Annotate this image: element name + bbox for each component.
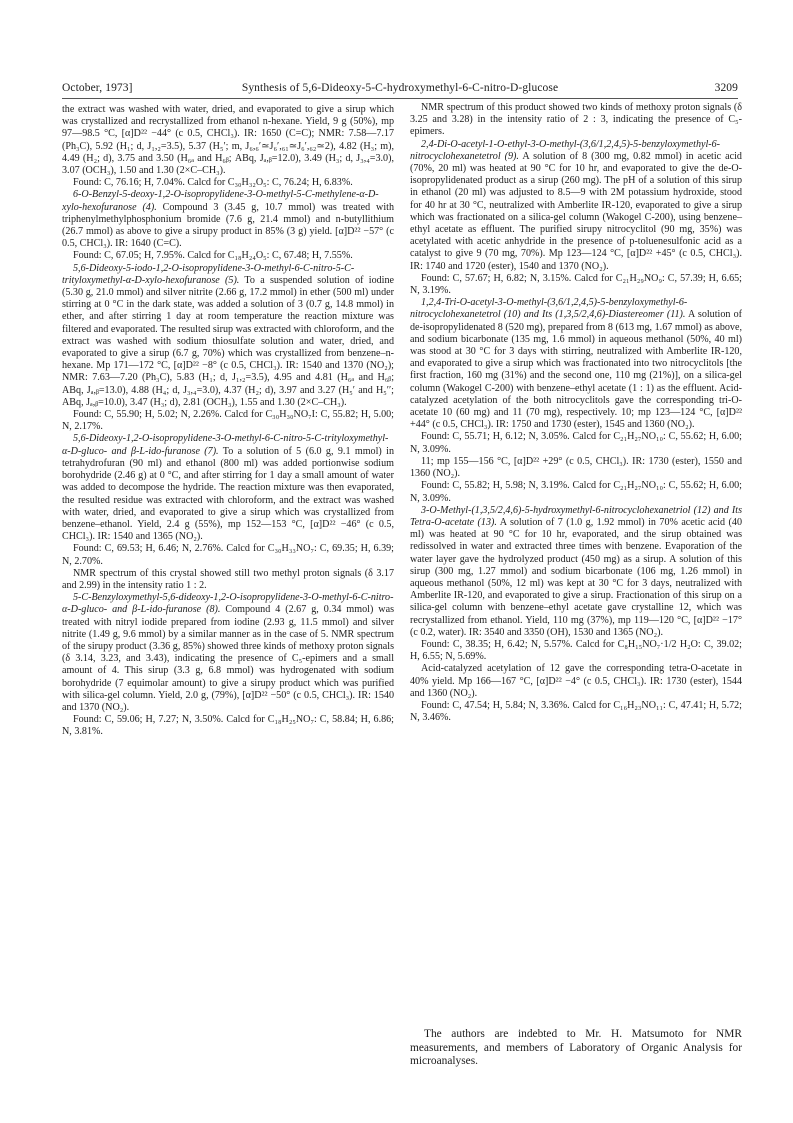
compound-paragraph [410,139,742,273]
body-paragraph: NMR spectrum of this product showed two kinds of methoxy proton signals (δ 3.25 and 3.28) in the intensity ratio of 2 : 3, indicating the presence of C₅-epimers. [410,102,742,138]
journal-date: October, 1973] [62,82,133,94]
body-paragraph: Found: C, 57.67; H, 6.82; N, 3.15%. Calcd for C₂₁H₂₉NO₉: C, 57.39; H, 6.65; N, 3.19%. [410,272,742,297]
compound-heading: 5-C-Benzyloxymethyl-5,6-dideoxy-1,2-O-isopropylidene-3-O-methyl-6-C-nitro-α-D-gluco- and β-L-ido-furanose (8). [62,592,394,616]
body-paragraph: Found: C, 55.82; H, 5.98; N, 3.19%. Calcd for C₂₁H₂₇NO₁₀: C, 55.62; H, 6.00; N, 3.09%. [410,480,742,504]
compound-paragraph [410,505,742,639]
body-paragraph: NMR spectrum of this crystal showed still two methyl proton signals (δ 3.17 and 2.99) in the intensity ratio 1 : 2. [62,567,394,591]
compound-heading: 6-O-Benzyl-5-deoxy-1,2-O-isopropylidene-3-O-methyl-5-C-methylene-α-D-xylo-hexofuranose (4). [62,189,379,213]
compound-paragraph [62,263,394,409]
header-rule [62,98,738,99]
paragraph-text: Compound 4 (2.67 g, 0.34 mmol) was treated with nitryl iodide prepared from iodine (2.93 g, 11.5 mmol) and silver nitrite (1.49 g, 9.6 mmol) by a similar manner as in the case of 5. NMR spectrum of the sirupy product (3.36 g, 85%) showed three kinds of methoxy proton signals (δ 3.14, 3.23, and 3.43), indicating the presence of C₅-epimers and a small amount of 4. This sirup (3.3 g, 6.8 mmol) was hydrogenated with sodium borohydride (7 equimolar amount) to give a sirupy product which was purified with silica-gel column. Yield, 2.0 g, (79%), [α]D²² −50° (c 0.5, CHCl₃). IR: 1540 and 1370 (NO₂). [62,604,394,713]
acknowledgement-text: The authors are indebted to Mr. H. Matsumoto for NMR measurements, and members of Laboratory of Organic Analysis for microanalyses. [410,1028,742,1068]
body-paragraph: Found: C, 69.53; H, 6.46; N, 2.76%. Calcd for C₃₀H₃₃NO₇: C, 69.35; H, 6.39; N, 2.70%. [62,543,394,567]
paragraph-text: A solution of 7 (1.0 g, 1.92 mmol) in 70% acetic acid (40 ml) was heated at 90 °C for 10 hr, evaporated, and the sirup obtained was redissolved in water and extracted three times with benzene. Evaporation of the water layer gave the hydrolyzed product (450 mg) as a sirup. A solution of this sirup (300 mg, 1.27 mmol) and sodium bicarbonate (106 mg, 1.26 mmol) in aqueous methanol (50%, 12 ml) was kept at 30 °C for 3 days, neutralized with Amberlite IR-120, and evaporated to give a sirup. Fractionation of this sirup on a silica-gel column with benzene–ethyl acetate gave crystalline 12, which was recrystallized from ethanol. Yield, 110 mg (37%), mp 119—120 °C, [α]D²² −17° (c 0.2, water). IR: 3540 and 3350 (OH), 1530 and 1365 (NO₂). [410,516,742,638]
body-paragraph: Acid-catalyzed acetylation of 12 gave the corresponding tetra-O-acetate in 40% yield. Mp 166—167 °C, [α]D²² −4° (c 0.5, CHCl₃). IR: 1730 (ester), 1544 and 1360 (NO₂). [410,663,742,699]
compound-paragraph [410,297,742,431]
compound-paragraph [62,592,394,714]
compound-heading: 1,2,4-Tri-O-acetyl-3-O-methyl-(3,6/1,2,4,5)-5-benzyloxymethyl-6-nitrocyclohexanetetrol (10) and Its (1,3,5/2,4,6)-Diastereomer (11). [410,297,688,321]
body-paragraph: the extract was washed with water, dried, and evaporated to give a sirup which was crystallized and recrystallized from ethanol n-hexane. Yield, 9 g (50%), mp 97—98.5 °C, [α]D²² −44° (c 0.5, CHCl₃). IR: 1650 (C=C); NMR: 7.58—7.17 (Ph₃C), 5.92 (H₁; d, J₁,₂=3.5), 5.37 (H₅′; m, J₆,₆′≃J₆′,₆₁≃J₆′,₆₂≃2), 4.82 (H₃; m), 4.49 (H₂; d), 3.75 and 3.50 (H₆ₐ and H₆ᵦ; ABq, Jₐ,ᵦ=12.0), 3.49 (H₃; d, J₃,₄=3.0), 3.07 (OCH₃), 1.50 and 1.30 (2×C–CH₃). [62,104,394,177]
paragraph-text: To a solution of 5 (6.0 g, 9.1 mmol) in tetrahydrofuran (90 ml) and ethanol (800 ml) was added portionwise sodium borohydride (2.46 g) at 0 °C, and after stirring for 1 day a small amount of water was added to decompose the hydride. The reaction mixture was then evaporated, the resulted residue was extracted with chloroform, and the extract was washed with water, dried, and evaporated to give a sirup which was crystallized from benzene–ethanol. Yield, 2.4 g (55%), mp 152—153 °C, [α]D²² −46° (c 0.5, CHCl₃). IR: 1540 and 1365 (NO₂). [62,445,394,543]
acknowledgement [410,1028,742,1069]
paragraph-text: Compound 3 (3.45 g, 10.7 mmol) was treated with triphenylmethylphosphonium bromide (7.6 g, 21.4 mmol) and n-butyllithium (26.7 mmol) as above to give a sirupy product in 85% (3 g) yield. [α]D²² −57° (c 0.5, CHCl₃). IR: 1640 (C=C). [62,201,394,250]
body-paragraph: Found: C, 76.16; H, 7.04%. Calcd for C₃₀H₃₂O₅: C, 76.24; H, 6.83%. [73,177,353,189]
paragraph-text: To a suspended solution of iodine (5.30 g, 21.0 mmol) and silver nitrite (2.66 g, 17.2 mmol) in ether (500 ml) under stirring at 0 °C in the dark state, was added a solution of 3 (0.7 g, 14.8 mmol) in ether, and after stirring 1 day at room temperature the reaction mixture was filtered and evaporated. The resulted sirup was extracted with chloroform, and the extract was washed with sodium thiosulfate solution and water, dried, and evaporated to give a sirup (6.7 g, 70%) which was crystallized from benzene–n-hexane. Mp 171—172 °C, [α]D²² −8° (c 0.5, CHCl₃). IR: 1540 and 1370 (NO₂); NMR: 7.63—7.20 (Ph₃C), 5.83 (H₁; d, J₁,₂=3.5), 4.95 and 4.81 (H₆ₐ and H₆ᵦ; ABq, Jₐ,ᵦ=13.0), 4.88 (H₄; d, J₃,₄=3.0), 4.37 (H₂; d), 3.97 and 3.27 (H₅′ and H₅′′; ABq, Jₐ,ᵦ=10.0), 3.47 (H₃; d), 2.81 (OCH₃), 1.55 and 1.30 (2×C–CH₃). [62,274,394,408]
compound-paragraph [62,433,394,543]
running-header [62,82,738,98]
compound-paragraph [62,189,394,250]
body-paragraph: Found: C, 55.71; H, 6.12; N, 3.05%. Calcd for C₂₁H₂₇NO₁₀: C, 55.62; H, 6.00; N, 3.09%. [410,431,742,455]
left-column [62,104,394,739]
body-paragraph: Found: C, 38.35; H, 6.42; N, 5.57%. Calcd for C₈H₁₅NO₇·1/2 H₂O: C, 39.02; H, 6.55; N, 5.69%. [410,638,742,663]
right-column [410,102,742,724]
compound-heading: 5,6-Dideoxy-1,2-O-isopropylidene-3-O-methyl-6-C-nitro-5-C-trityloxymethyl-α-D-gluco- and β-L-ido-furanose (7). [62,433,389,457]
compound-heading: 5,6-Dideoxy-5-iodo-1,2-O-isopropylidene-3-O-methyl-6-C-nitro-5-C-trityloxymethyl-α-D-xylo-hexofuranose (5). [62,262,355,286]
body-paragraph: Found: C, 67.05; H, 7.95%. Calcd for C₁₈H₂₄O₅: C, 67.48; H, 7.55%. [73,250,353,262]
paragraph-text: A solution of 8 (300 mg, 0.82 mmol) in acetic acid (70%, 20 ml) was heated at 90 °C for 10 hr, and evaporated to give the de-O-isopropylidenated product as a sirup (260 mg). The pH of a solution of this sirup in ethanol (20 ml) was adjusted to 8.5—9 with 2M potassium hydroxide, stood for 40 hr at 30 °C, neutralized with Amberlite IR-120, evaporated to give a sirup which was fractionated on a silica-gel column (Wakogel C-200), using benzene–ethyl acetate as effluent. The purified sirupy nitrocyclitol (90 mg, 35%) was acetylated with acetic anhydride in the presence of p-toluenesulfonic acid as a catalyst to give 9 (70 mg, 70%). Mp 123—124 °C, [α]D²² +45° (c 0.5, CHCl₃). IR: 1740 and 1720 (ester), 1540 and 1370 (NO₂). [410,150,742,272]
page-number: 3209 [714,82,738,94]
running-title: Synthesis of 5,6-Dideoxy-5-C-hydroxymethyl-6-C-nitro-D-glucose [241,82,559,94]
compound-heading: 3-O-Methyl-(1,3,5/2,4,6)-5-hydroxymethyl-6-nitrocyclohexanetriol (12) and Its Tetra-O-acetate (13). [410,504,742,528]
compound-heading: 2,4-Di-O-acetyl-1-O-ethyl-3-O-methyl-(3,6/1,2,4,5)-5-benzyloxymethyl-6-nitrocyclohexanetetrol (9). [410,138,721,162]
body-paragraph: Found: C, 55.90; H, 5.02; N, 2.26%. Calcd for C₃₀H₃₀NO₇I: C, 55.82; H, 5.00; N, 2.17%. [62,409,394,433]
body-paragraph: Found: C, 59.06; H, 7.27; N, 3.50%. Calcd for C₁₈H₂₅NO₇: C, 58.84; H, 6.86; N, 3.81%. [62,714,394,738]
paragraph-text: A solution of de-isopropylidenated 8 (520 mg), prepared from 8 (613 mg, 1.67 mmol) as above, and sodium bicarbonate (135 mg, 1.6 mmol) in aqueous methanol (50%, 40 ml) was stood at 30 °C for 3 days with stirring, neutralized with Amberlite IR-120, and evaporated to give a sirup which was fractionated into two nitrocyclitols [the first fraction, 160 mg (31%) and the second one, 110 mg (21%)], on a silica-gel column (Wakogel C-200) with benzene–ethyl acetate (1 : 1) as the effluent. Acid-catalyzed acetylation of the both nitrocyclitols gave the corresponding tri-O-acetate 10 (60 mg) and 11 (70 mg), respectively. 10; mp 123—124 °C, [α]D²² +44° (c 0.5, CHCl₃). IR: 1750 and 1730 (ester), 1545 and 1360 (NO₂). [410,309,742,431]
body-paragraph: 11; mp 155—156 °C, [α]D²² +29° (c 0.5, CHCl₃). IR: 1730 (ester), 1550 and 1360 (NO₂). [410,455,742,480]
body-paragraph: Found: C, 47.54; H, 5.84; N, 3.36%. Calcd for C₁₆H₂₃NO₁₁: C, 47.41; H, 5.72; N, 3.46%. [410,699,742,724]
